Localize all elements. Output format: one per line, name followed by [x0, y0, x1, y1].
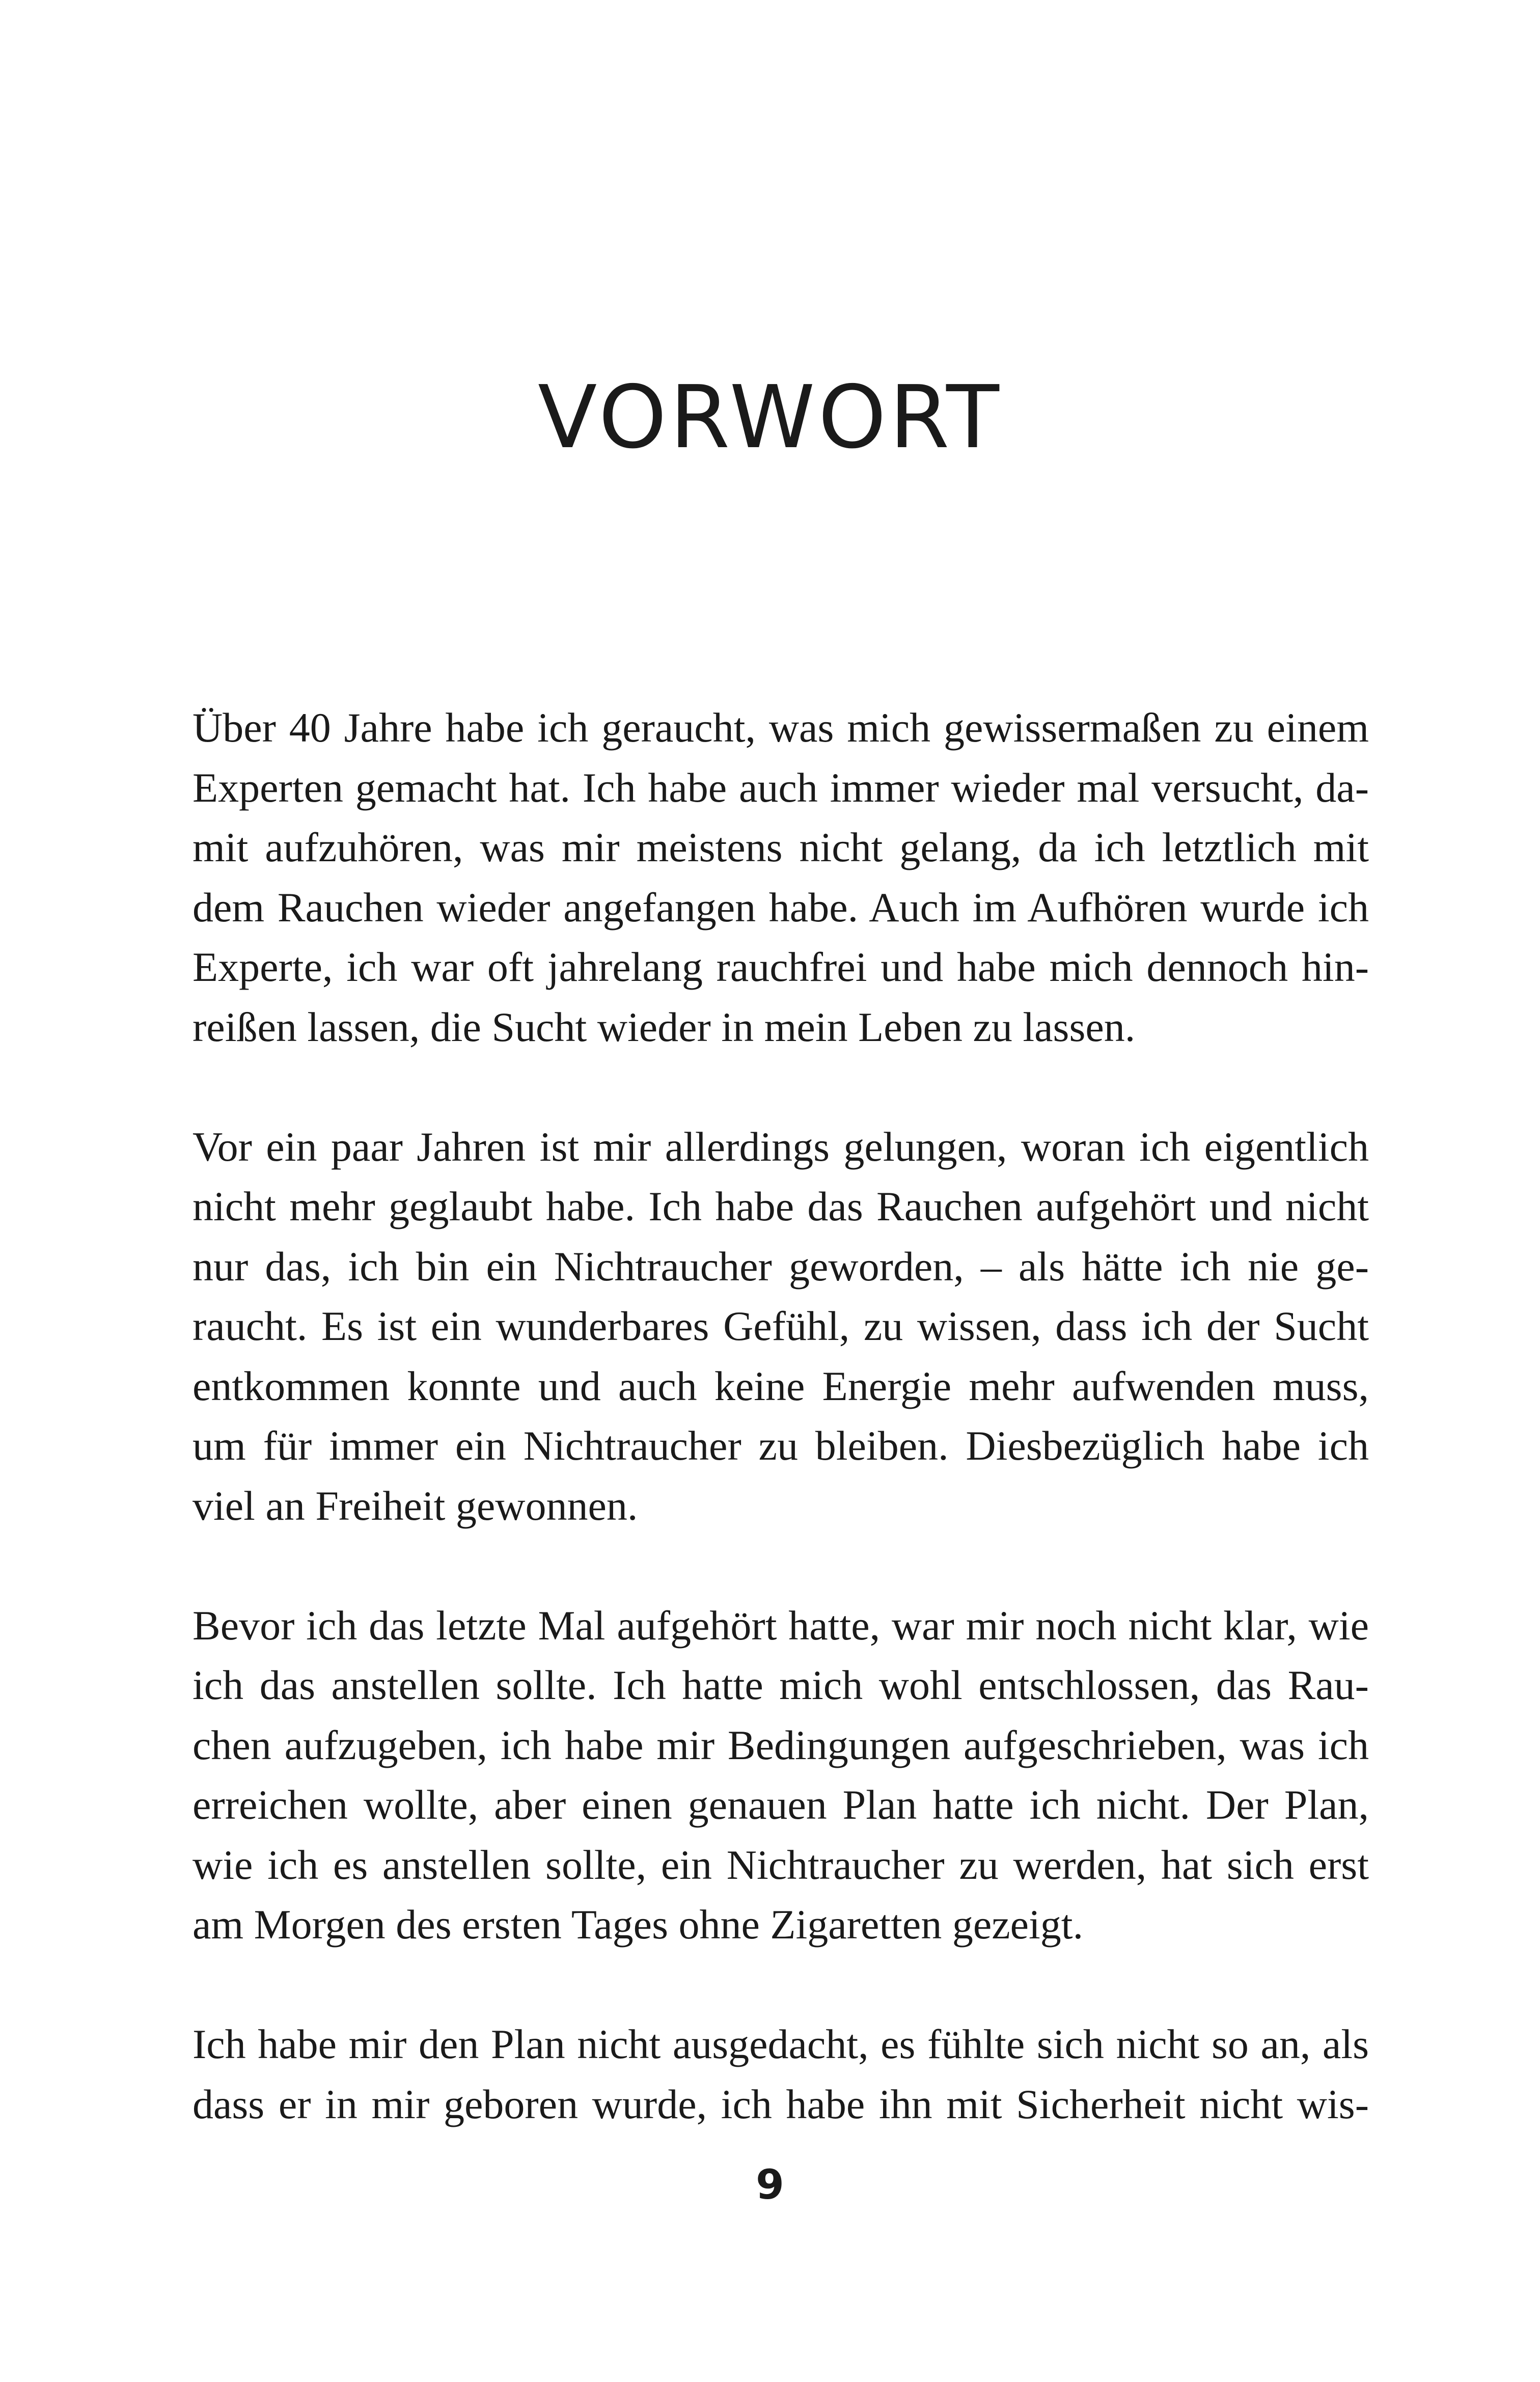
text-line: Ich habe mir den Plan nicht ausgedacht, es fühlte sich nicht so an, als: [193, 2021, 1369, 2067]
text-line: Vor ein paar Jahren ist mir allerdings gelungen, woran ich eigentlich: [193, 1123, 1369, 1170]
text-line: reißen lassen, die Sucht wieder in mein Leben zu lassen.: [193, 1003, 1136, 1050]
paragraph-3: [193, 1596, 1369, 1955]
text-line: wie ich es anstellen sollte, ein Nichtraucher zu werden, hat sich erst: [193, 1841, 1369, 1888]
text-line: dass er in mir geboren wurde, ich habe ihn mit Sicherheit nicht wis-: [193, 2080, 1369, 2127]
text-line: chen aufzugeben, ich habe mir Bedingungen aufgeschrieben, was ich: [193, 1721, 1369, 1768]
text-line: nur das, ich bin ein Nichtraucher geworden, – als hätte ich nie ge-: [193, 1243, 1369, 1290]
paragraph-4: [193, 2014, 1369, 2134]
chapter-title: VORWORT: [538, 367, 1002, 468]
text-line: ich das anstellen sollte. Ich hatte mich wohl entschlossen, das Rau-: [193, 1662, 1369, 1708]
text-line: erreichen wollte, aber einen genauen Plan hatte ich nicht. Der Plan,: [193, 1782, 1369, 1828]
page-number: 9: [756, 2161, 784, 2208]
text-line: entkommen konnte und auch keine Energie mehr aufwenden muss,: [193, 1362, 1369, 1409]
text-line: um für immer ein Nichtraucher zu bleiben. Diesbezüglich habe ich: [193, 1422, 1369, 1469]
text-line: am Morgen des ersten Tages ohne Zigaretten gezeigt.: [193, 1901, 1084, 1948]
text-line: mit aufzuhören, was mir meistens nicht gelang, da ich letztlich mit: [193, 824, 1369, 870]
paragraph-2: [193, 1117, 1369, 1536]
text-line: raucht. Es ist ein wunderbares Gefühl, zu wissen, dass ich der Sucht: [193, 1303, 1369, 1349]
text-line: Experte, ich war oft jahrelang rauchfrei und habe mich dennoch hin-: [193, 944, 1369, 990]
body-text: [193, 698, 1369, 2194]
paragraph-1: [193, 698, 1369, 1057]
text-line: Experten gemacht hat. Ich habe auch immer wieder mal versucht, da-: [193, 764, 1369, 811]
text-line: viel an Freiheit gewonnen.: [193, 1482, 638, 1529]
text-line: nicht mehr geglaubt habe. Ich habe das Rauchen aufgehört und nicht: [193, 1183, 1369, 1229]
text-line: Über 40 Jahre habe ich geraucht, was mich gewissermaßen zu einem: [193, 704, 1369, 751]
text-line: dem Rauchen wieder angefangen habe. Auch im Aufhören wurde ich: [193, 884, 1369, 930]
text-line: Bevor ich das letzte Mal aufgehört hatte, war mir noch nicht klar, wie: [193, 1602, 1369, 1649]
